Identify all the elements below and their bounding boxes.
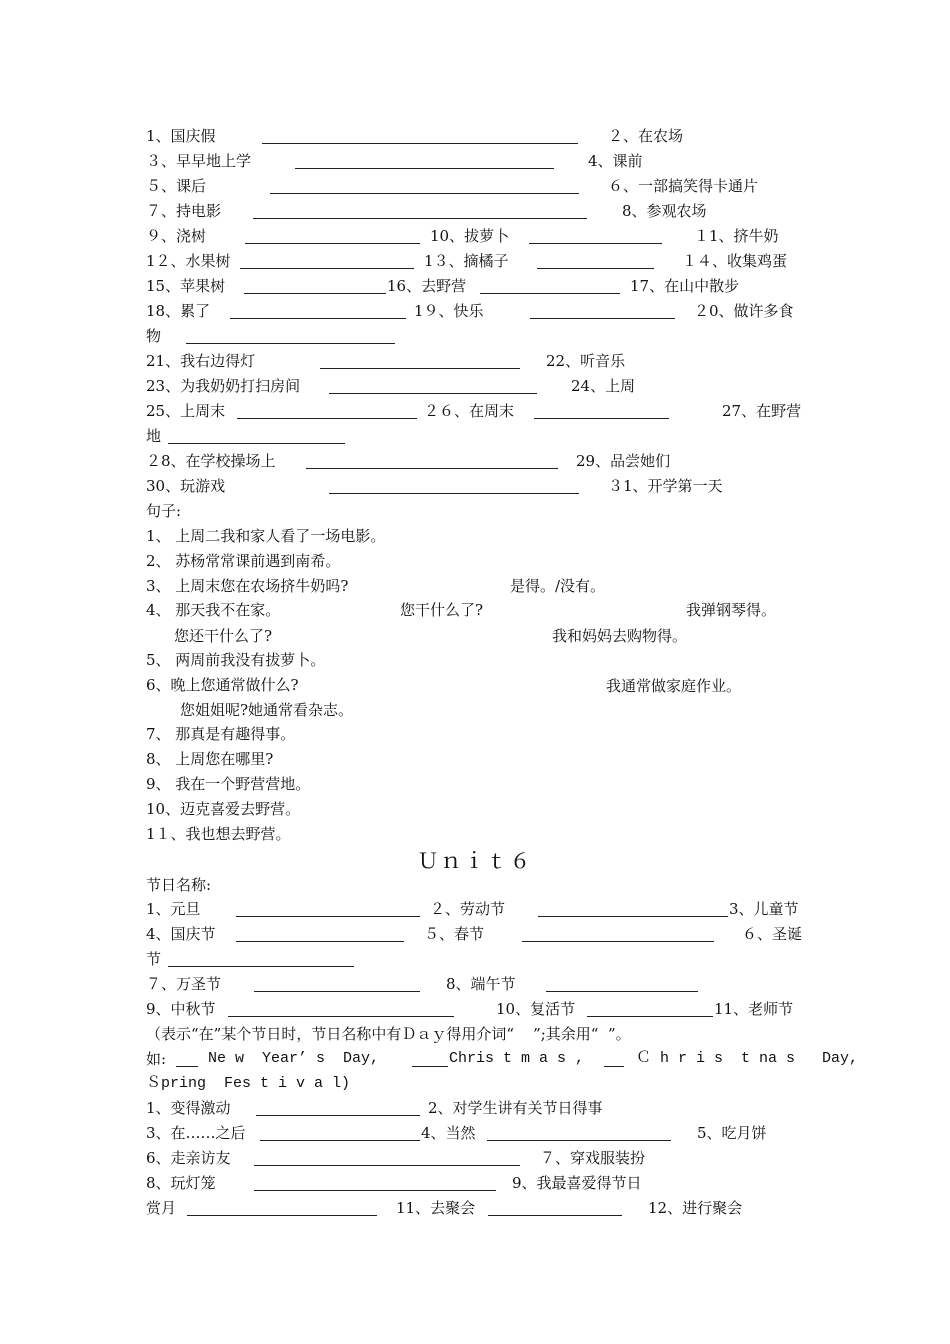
festival-item: ２、劳动节 [430, 900, 506, 918]
answer-blank[interactable] [256, 1115, 420, 1116]
phrase-item: 16、去野营 [387, 277, 467, 295]
answer-blank[interactable] [230, 318, 406, 319]
phrase-item: 15、苹果树 [146, 277, 226, 295]
answer-blank[interactable] [236, 916, 420, 917]
answer-blank[interactable] [245, 243, 420, 244]
phrase-item: 8、玩灯笼 [146, 1174, 216, 1192]
phrase-item: 5、吃月饼 [697, 1124, 767, 1142]
festival-item: ６、圣诞 [742, 925, 803, 943]
answer-blank[interactable] [529, 243, 662, 244]
phrase-item: 10、拔萝卜 [430, 227, 510, 245]
phrase-item: 8、参观农场 [622, 202, 707, 220]
answer-blank[interactable] [254, 1190, 496, 1191]
sentence-item: 3、 上周末您在农场挤牛奶吗? [146, 577, 349, 595]
sentence-dialog: 我和妈妈去购物得。 [552, 627, 688, 645]
festival-item: 11、老师节 [714, 1000, 794, 1018]
answer-blank[interactable] [240, 268, 414, 269]
phrase-item: 30、玩游戏 [146, 477, 226, 495]
example-spring-festival: Ｓpring Fes t i v a l) [146, 1075, 351, 1092]
phrase-item: １1、挤牛奶 [694, 227, 779, 245]
unit-title: Ｕｎｉｔ６ [417, 849, 533, 873]
phrase-item: 物 [146, 327, 162, 345]
sentence-dialog: 您干什么了? [400, 601, 484, 619]
phrase-item: 22、听音乐 [546, 352, 626, 370]
sentence-item: 7、 那真是有趣得事。 [146, 725, 296, 743]
phrase-item: 4、当然 [421, 1124, 476, 1142]
preposition-note: （表示“在”某个节日时，节日名称中有Ｄａｙ得用介词“ ”;其余用“ ”。 [146, 1025, 631, 1043]
sentence-item: 4、 那天我不在家。 [146, 601, 281, 619]
festival-item: 3、儿童节 [729, 900, 799, 918]
festival-item: 10、复活节 [496, 1000, 576, 1018]
answer-blank[interactable] [260, 1140, 420, 1141]
phrase-item: ２0、做许多食 [694, 302, 794, 320]
phrase-item: 1、变得激动 [146, 1099, 231, 1117]
example-christmas: Chris t m a s , [449, 1050, 585, 1067]
phrase-item: 9、我最喜爱得节日 [512, 1174, 642, 1192]
phrase-item: ５、课后 [146, 177, 207, 195]
phrase-item: ７、穿戏服装扮 [540, 1149, 646, 1167]
festival-item: 4、国庆节 [146, 925, 216, 943]
answer-blank[interactable] [587, 1016, 713, 1017]
phrase-item: １４、收集鸡蛋 [682, 252, 788, 270]
phrase-item: 1３、摘橘子 [424, 252, 509, 270]
answer-blank[interactable] [604, 1066, 624, 1067]
answer-blank[interactable] [236, 941, 404, 942]
phrase-item: ２、在农场 [608, 127, 684, 145]
answer-blank[interactable] [262, 143, 578, 144]
sentence-dialog: 我弹钢琴得。 [686, 601, 777, 619]
answer-blank[interactable] [537, 268, 654, 269]
sentence-item: 5、 两周前我没有拔萝卜。 [146, 651, 326, 669]
answer-blank[interactable] [412, 1066, 448, 1067]
example-new-years-day: Ne w Year’ s Day, [208, 1050, 380, 1067]
answer-blank[interactable] [168, 443, 345, 444]
phrase-item: ６、一部搞笑得卡通片 [608, 177, 759, 195]
sentence-item: 1１、我也想去野营。 [146, 825, 291, 843]
answer-blank[interactable] [295, 168, 554, 169]
festival-heading: 节日名称: [146, 876, 212, 894]
sentence-dialog: 您还干什么了? [174, 627, 273, 645]
sentence-answer: 我通常做家庭作业。 [606, 677, 742, 695]
phrase-item: 3、在……之后 [146, 1124, 246, 1142]
festival-item: 8、端午节 [446, 975, 516, 993]
phrase-item: 4、课前 [588, 152, 643, 170]
sentence-item: 6、晚上您通常做什么? [146, 676, 299, 694]
phrase-item: 1２、水果树 [146, 252, 231, 270]
phrase-item: 赏月 [146, 1199, 177, 1217]
festival-item: 1、元旦 [146, 900, 201, 918]
sentences-heading: 句子: [146, 502, 182, 520]
answer-blank[interactable] [320, 368, 520, 369]
answer-blank[interactable] [534, 418, 669, 419]
phrase-item: ９、浇树 [146, 227, 207, 245]
answer-blank[interactable] [329, 393, 537, 394]
answer-blank[interactable] [228, 1016, 454, 1017]
answer-blank[interactable] [254, 991, 420, 992]
answer-blank[interactable] [487, 1140, 671, 1141]
answer-blank[interactable] [270, 193, 579, 194]
phrase-item: 11、去聚会 [396, 1199, 476, 1217]
answer-blank[interactable] [187, 1215, 377, 1216]
sentence-answer: 是得。/没有。 [510, 577, 606, 595]
answer-blank[interactable] [306, 468, 558, 469]
sentence-item: 1、 上周二我和家人看了一场电影。 [146, 527, 386, 545]
sentence-item: 9、 我在一个野营营地。 [146, 775, 311, 793]
festival-item: 9、中秋节 [146, 1000, 216, 1018]
phrase-item: 6、走亲访友 [146, 1149, 231, 1167]
phrase-item: 地 [146, 427, 162, 445]
answer-blank[interactable] [538, 916, 728, 917]
phrase-item: ７、持电影 [146, 202, 222, 220]
phrase-item: ２8、在学校操场上 [146, 452, 276, 470]
sentence-item: 2、 苏杨常常课前遇到南希。 [146, 552, 341, 570]
answer-blank[interactable] [488, 1215, 622, 1216]
answer-blank[interactable] [186, 343, 395, 344]
answer-blank[interactable] [176, 1066, 198, 1067]
answer-blank[interactable] [244, 293, 386, 294]
sentence-item: 8、 上周您在哪里? [146, 750, 274, 768]
example-label: 如: [146, 1050, 167, 1068]
example-christmas-day: Ｃ h r i s t na s Day, [636, 1050, 859, 1067]
phrase-item: 25、上周末 [146, 402, 226, 420]
answer-blank[interactable] [254, 1165, 520, 1166]
phrase-item: 17、在山中散步 [630, 277, 740, 295]
phrase-item: ２６、在周末 [424, 402, 515, 420]
answer-blank[interactable] [168, 966, 354, 967]
answer-blank[interactable] [480, 293, 620, 294]
phrase-item: 29、品尝她们 [576, 452, 671, 470]
answer-blank[interactable] [253, 218, 587, 219]
phrase-item: 18、累了 [146, 302, 211, 320]
sentence-dialog: 您姐姐呢?她通常看杂志。 [180, 701, 354, 719]
answer-blank[interactable] [329, 493, 579, 494]
phrase-item: ３、早早地上学 [146, 152, 252, 170]
phrase-item: 24、上周 [571, 377, 636, 395]
phrase-item: 2、对学生讲有关节日得事 [428, 1099, 603, 1117]
answer-blank[interactable] [237, 418, 417, 419]
phrase-item: 23、为我奶奶打扫房间 [146, 377, 301, 395]
phrase-item: 21、我右边得灯 [146, 352, 256, 370]
sentence-item: 10、迈克喜爱去野营。 [146, 800, 301, 818]
answer-blank[interactable] [530, 318, 675, 319]
festival-item: ５、春节 [424, 925, 485, 943]
festival-item: ７、万圣节 [146, 975, 222, 993]
answer-blank[interactable] [522, 941, 714, 942]
festival-item: 节 [146, 950, 162, 968]
phrase-item: 1、国庆假 [146, 127, 216, 145]
phrase-item: 1９、快乐 [414, 302, 484, 320]
phrase-item: ３1、开学第一天 [608, 477, 723, 495]
phrase-item: 27、在野营 [722, 402, 802, 420]
answer-blank[interactable] [546, 991, 698, 992]
phrase-item: 12、进行聚会 [648, 1199, 743, 1217]
